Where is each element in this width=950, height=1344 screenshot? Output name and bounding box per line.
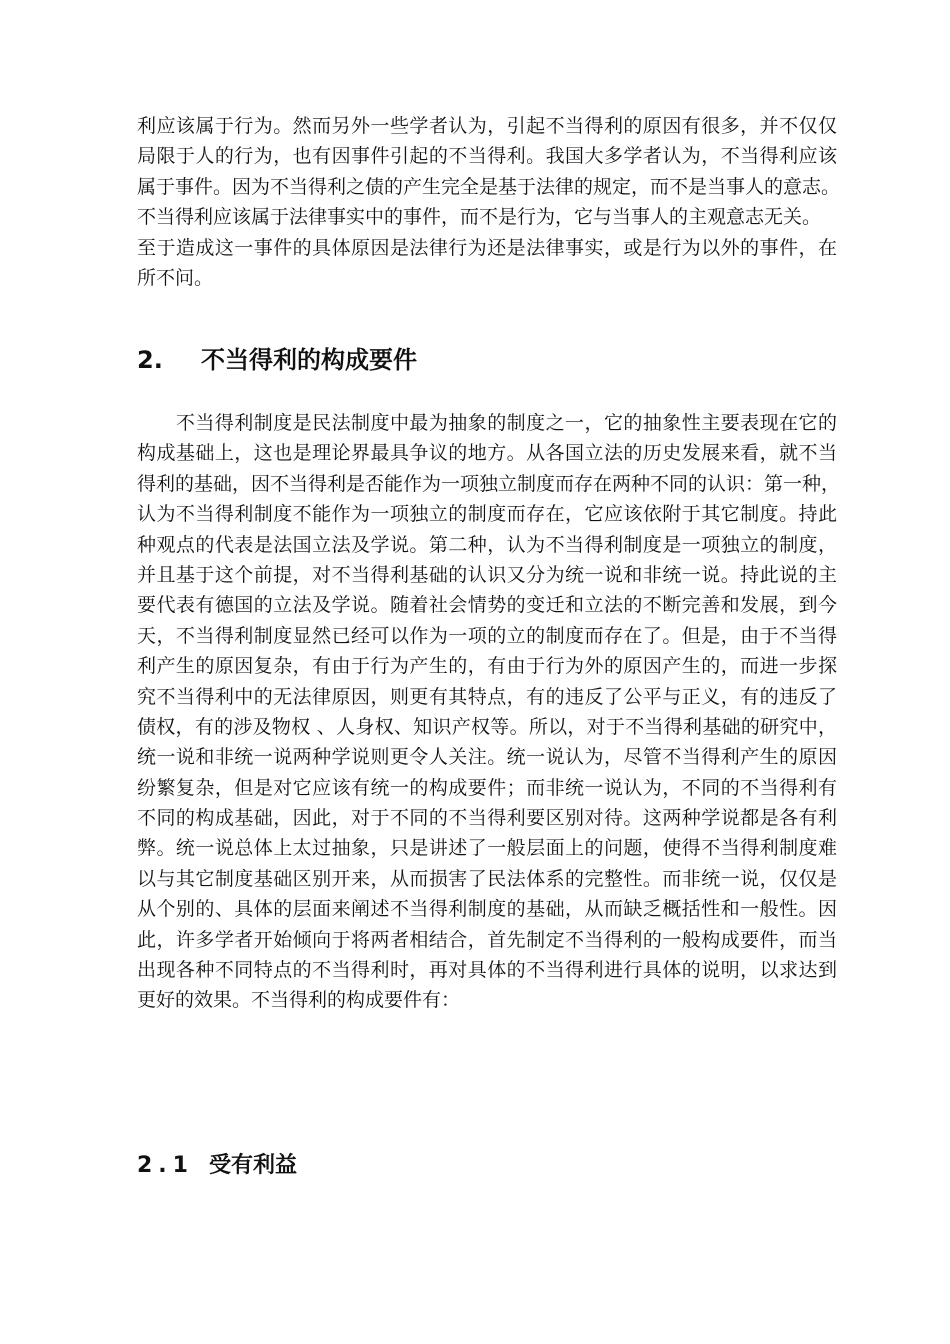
text-line: 以与其它制度基础区别开来，从而损害了民法体系的完整性。而非统一说，仅仅是 (137, 867, 837, 890)
subsection-number: 2.1 (137, 1153, 194, 1178)
text-line: 种观点的代表是法国立法及学说。第二种，认为不当得利制度是一项独立的制度， (137, 533, 837, 556)
text-line: 此，许多学者开始倾向于将两者相结合，首先制定不当得利的一般构成要件，而当 (137, 928, 837, 951)
section-title: 不当得利的构成要件 (201, 346, 417, 374)
text-line: 所不问。 (137, 266, 214, 289)
text-line: 构成基础上，这也是理论界最具争议的地方。从各国立法的历史发展来看，就不当 (137, 442, 837, 465)
text-line: 统一说和非统一说两种学说则更令人关注。统一说认为，尽管不当得利产生的原因 (137, 746, 837, 769)
text-line: 不当得利应该属于法律事实中的事件，而不是行为，它与当事人的主观意志无关。 (137, 206, 822, 229)
text-line: 纷繁复杂，但是对它应该有统一的构成要件；而非统一说认为，不同的不当得利有 (137, 776, 837, 799)
text-line: 得利的基础，因不当得利是否能作为一项独立制度而存在两种不同的认识：第一种， (137, 472, 841, 495)
subsection-heading-2-1 (137, 1148, 297, 1184)
text-line: 利产生的原因复杂，有由于行为产生的，有由于行为外的原因产生的，而进一步探 (137, 655, 837, 678)
text-line: 天，不当得利制度显然已经可以作为一项的立的制度而存在了。但是，由于不当得 (137, 624, 837, 647)
paragraph-intro (137, 111, 841, 293)
text-line: 至于造成这一事件的具体原因是法律行为还是法律事实，或是行为以外的事件，在 (137, 236, 837, 259)
text-line: 并且基于这个前提，对不当得利基础的认识又分为统一说和非统一说。持此说的主 (137, 563, 837, 586)
text-line: 利应该属于行为。然而另外一些学者认为，引起不当得利的原因有很多，并不仅仅 (137, 115, 837, 137)
section-number: 2. (137, 346, 163, 374)
text-line: 认为不当得利制度不能作为一项独立的制度而存在，它应该依附于其它制度。持此 (137, 503, 837, 526)
text-line: 究不当得利中的无法律原因，则更有其特点，有的违反了公平与正义，有的违反了 (137, 685, 837, 708)
text-line: 要代表有德国的立法及学说。随着社会情势的变迁和立法的不断完善和发展，到今 (137, 594, 837, 617)
section-heading-2 (137, 340, 417, 380)
paragraph-composition (137, 408, 841, 1016)
text-line: 不当得利制度是民法制度中最为抽象的制度之一，它的抽象性主要表现在它的 (137, 412, 837, 434)
subsection-title: 受有利益 (209, 1153, 298, 1178)
text-line: 属于事件。因为不当得利之债的产生完全是基于法律的规定，而不是当事人的意志。 (137, 175, 841, 198)
text-line: 弊。统一说总体上太过抽象，只是讲述了一般层面上的问题，使得不当得利制度难 (137, 837, 837, 860)
text-line: 债权，有的涉及物权 、人身权、知识产权等。所以，对于不当得利基础的研究中， (137, 715, 837, 738)
text-line: 不同的构成基础，因此，对于不同的不当得利要区别对待。这两种学说都是各有利 (137, 807, 837, 830)
text-line: 局限于人的行为，也有因事件引起的不当得利。我国大多学者认为，不当得利应该 (137, 145, 837, 168)
text-line: 更好的效果。不当得利的构成要件有： (137, 989, 461, 1012)
text-line: 从个别的、具体的层面来阐述不当得利制度的基础，从而缺乏概括性和一般性。因 (137, 898, 837, 921)
text-line: 出现各种不同特点的不当得利时，再对具体的不当得利进行具体的说明，以求达到 (137, 959, 837, 982)
